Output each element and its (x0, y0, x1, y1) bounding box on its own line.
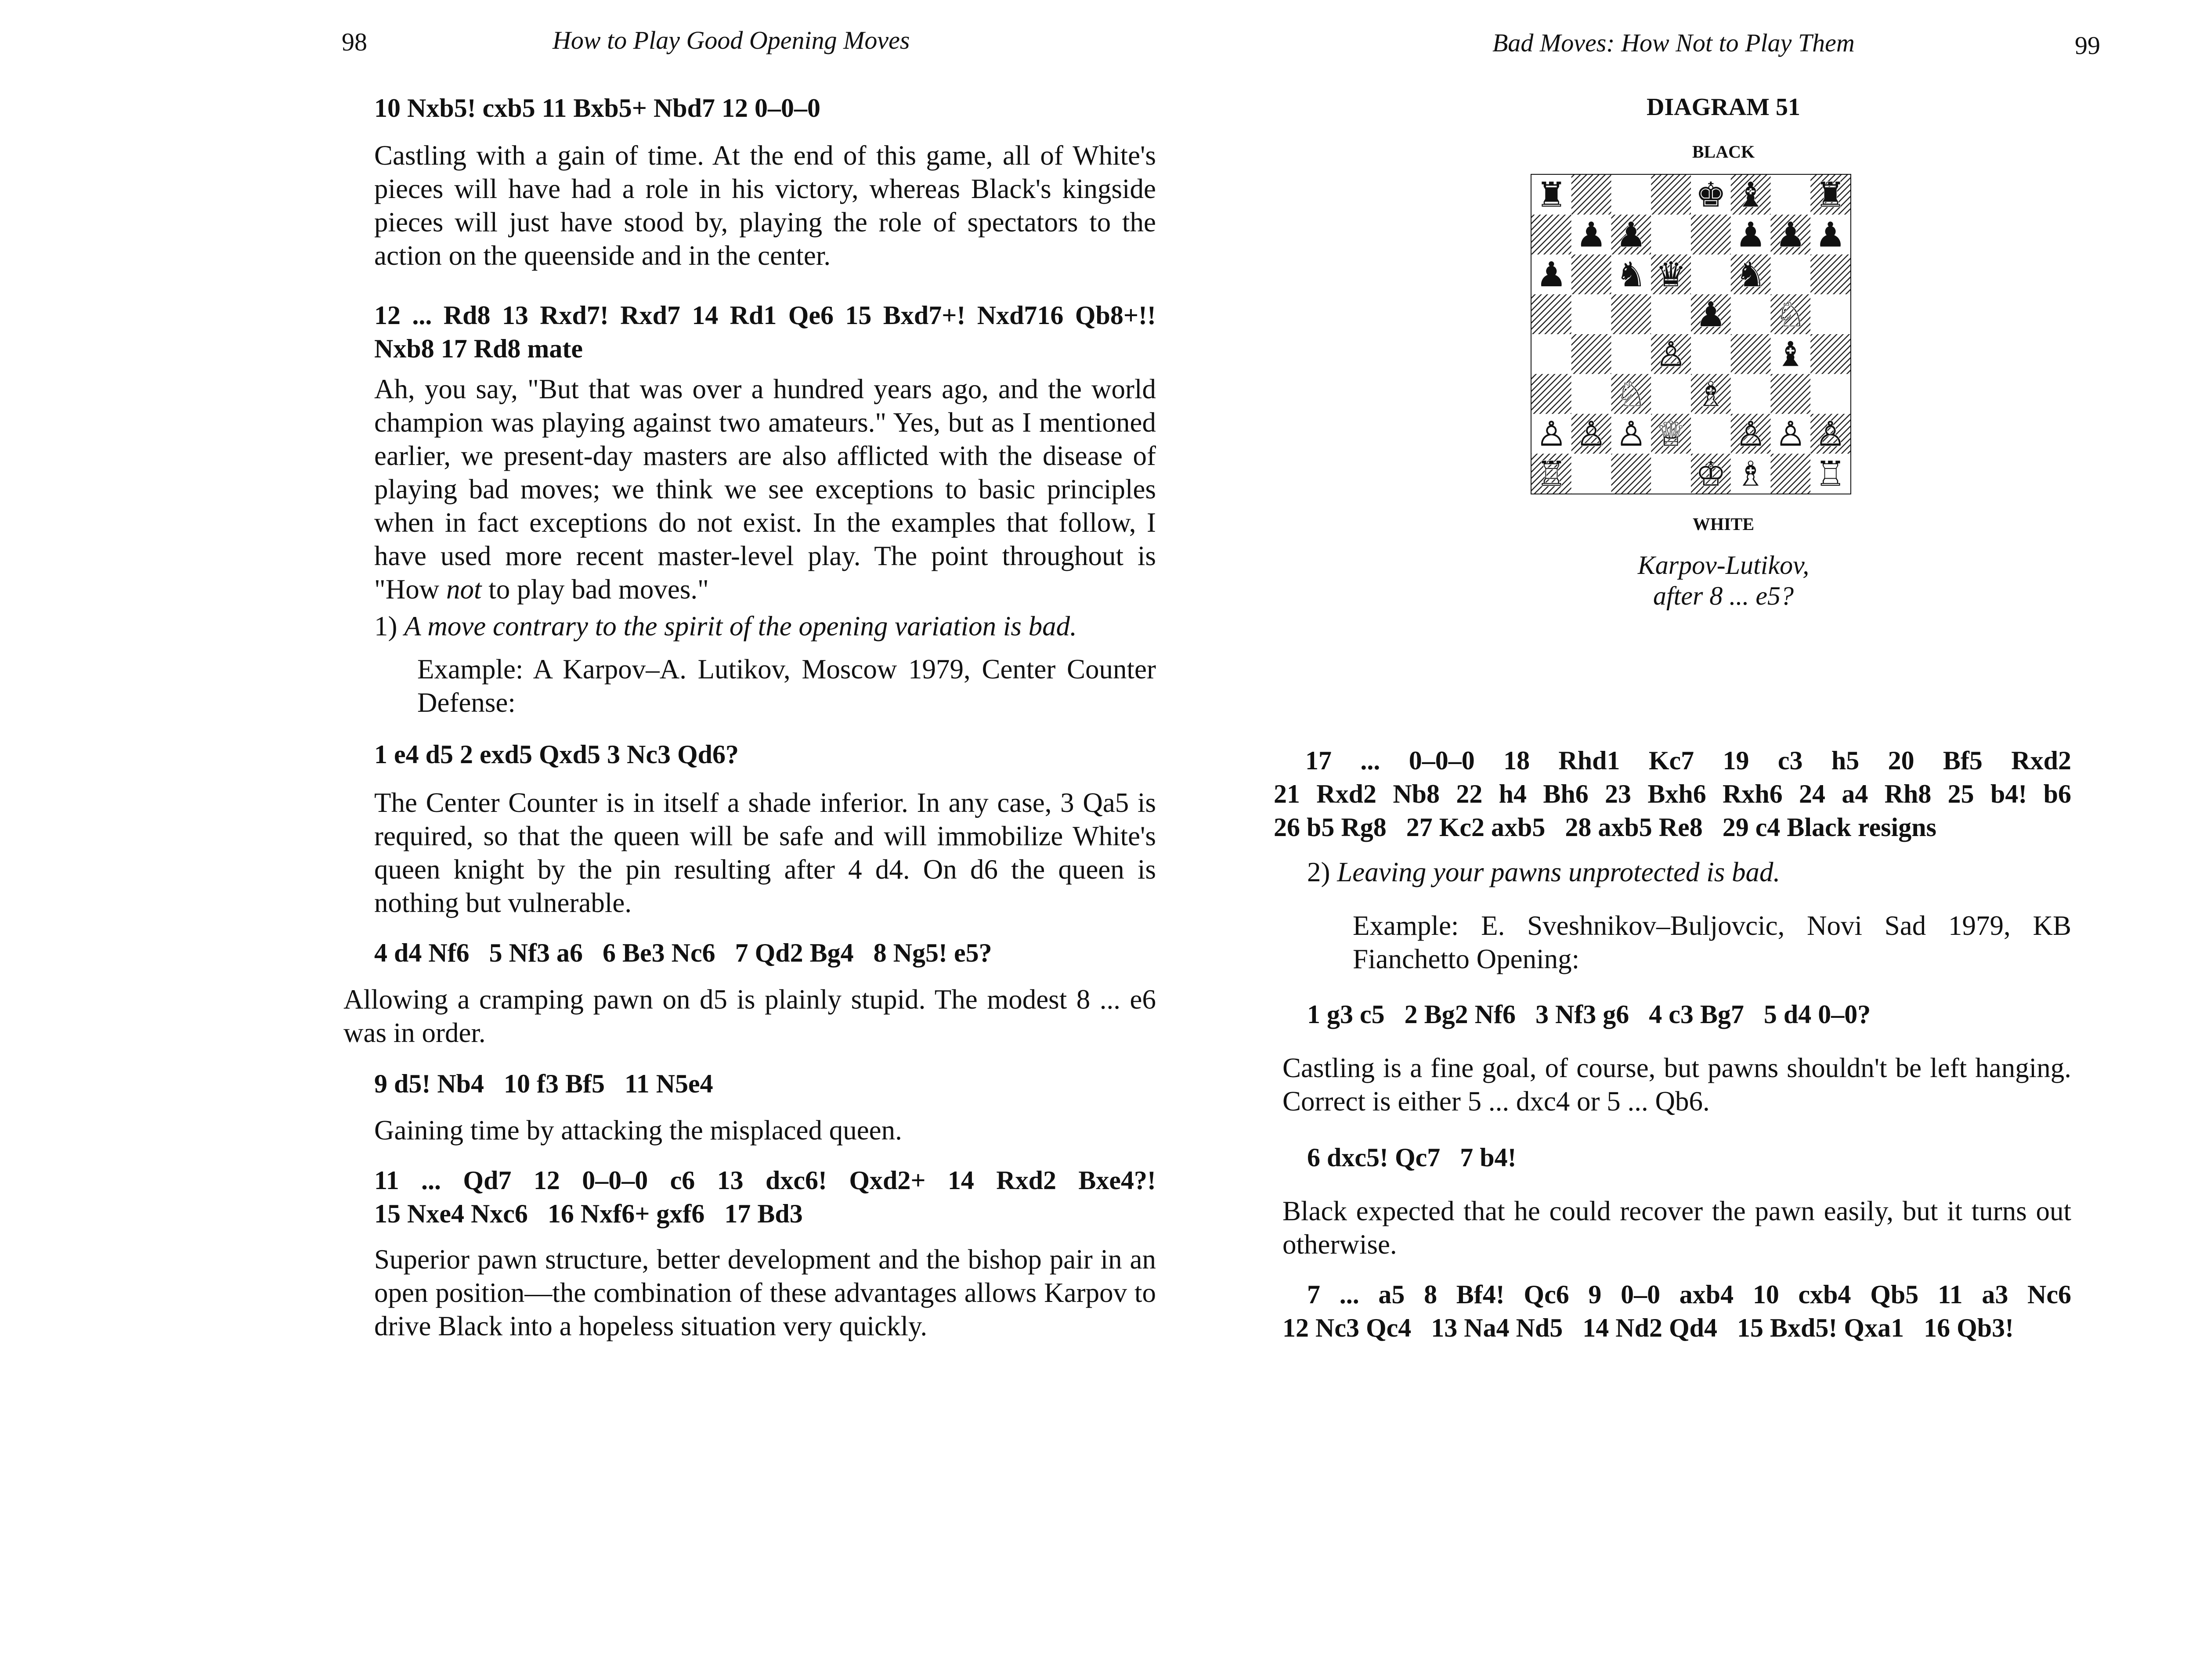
black-pawn-piece: ♟ (1615, 215, 1647, 255)
commentary-text-part: Ah, you say, "But that was over a hundred years ago, and the world champion was playing against two amateurs." Yes, but as I mentioned earlier, we present-day masters are also afflicted with the disease of playing bad moves; we think we see exceptions to basic principles when in fact exceptions do not exist. In the examples that follow, I have used more recent master-level play. The point throughout is "How (374, 374, 1156, 605)
move-line: 26 b5 Rg8 27 Kc2 axb5 28 axb5 Re8 29 c4 Black resigns (1274, 813, 1936, 842)
running-head: How to Play Good Opening Moves (553, 26, 910, 54)
light-square (1771, 255, 1811, 295)
dark-square (1651, 175, 1691, 215)
move-sequence: 10 Nxb5! cxb5 11 Bxb5+ Nbd7 12 0–0–0 (374, 94, 821, 123)
example-heading: Example: A Karpov–A. Lutikov, Moscow 1979, Center Counter Defense: (417, 654, 1156, 718)
light-square (1731, 374, 1771, 414)
black-pawn-piece: ♟ (1576, 215, 1607, 255)
white-pawn-piece: ♙ (1536, 415, 1567, 454)
commentary-paragraph: Gaining time by attacking the misplaced queen. (374, 1115, 902, 1146)
light-square (1651, 294, 1691, 334)
black-rook-piece: ♜ (1536, 175, 1567, 215)
move-sequence: 9 d5! Nb4 10 f3 Bf5 11 N5e4 (374, 1069, 713, 1098)
black-pawn-piece: ♟ (1815, 215, 1846, 255)
dark-square (1571, 175, 1611, 215)
black-bishop-piece: ♝ (1735, 175, 1766, 215)
white-knight-piece: ♘ (1775, 295, 1806, 335)
light-square (1691, 414, 1731, 454)
white-pawn-piece: ♙ (1735, 415, 1766, 454)
light-square (1531, 334, 1571, 374)
caption-line: Karpov-Lutikov, (1637, 551, 1810, 580)
dark-square (1571, 334, 1611, 374)
white-king-piece: ♔ (1695, 454, 1726, 494)
black-king-piece: ♚ (1695, 175, 1726, 215)
move-line: 17 ... 0–0–0 18 Rhd1 Kc7 19 c3 h5 20 Bf5 Rxd2 (1305, 746, 2071, 775)
move-line: 7 ... a5 8 Bf4! Qc6 9 0–0 axb4 10 cxb4 Qb5 11 a3 Nc6 (1307, 1280, 2071, 1309)
diagram-label-black: BLACK (1692, 142, 1755, 162)
diagram-caption (1570, 550, 1877, 611)
move-sequence (1282, 1278, 2071, 1345)
black-knight-piece: ♞ (1735, 255, 1766, 295)
white-queen-piece: ♕ (1655, 415, 1687, 454)
white-bishop-piece: ♗ (1695, 375, 1726, 415)
example-heading: Example: E. Sveshnikov–Buljovcic, Novi Sad 1979, KB Fianchetto Opening: (1353, 910, 2071, 974)
dark-square (1810, 255, 1850, 295)
commentary-paragraph: Castling with a gain of time. At the end of this game, all of White's pieces will have had a role in his victory, whereas Black's kingside pieces will just have stood by, playing the role of spectators to the action on the queenside and in the center. (374, 140, 1156, 271)
dark-square (1611, 454, 1651, 494)
chess-diagram (1531, 174, 1851, 494)
move-line: Nxb8 17 Rd8 mate (374, 334, 583, 363)
light-square (1651, 454, 1691, 494)
diagram-title: DIAGRAM 51 (1647, 94, 1800, 121)
light-square (1571, 454, 1611, 494)
move-sequence (374, 299, 1156, 365)
principle-number: 2) (1307, 857, 1330, 887)
black-pawn-piece: ♟ (1536, 255, 1567, 295)
dark-square (1810, 334, 1850, 374)
caption-line: after 8 ... e5? (1653, 581, 1794, 610)
black-pawn-piece: ♟ (1695, 295, 1726, 335)
black-pawn-piece: ♟ (1775, 215, 1806, 255)
white-pawn-piece: ♙ (1576, 415, 1607, 454)
black-knight-piece: ♞ (1615, 255, 1647, 295)
black-pawn-piece: ♟ (1735, 215, 1766, 255)
light-square (1611, 175, 1651, 215)
emphasis: not (446, 574, 482, 605)
commentary-paragraph (374, 372, 1156, 606)
light-square (1651, 374, 1691, 414)
light-square (1611, 334, 1651, 374)
right-page (1154, 0, 2196, 1680)
move-sequence (374, 1164, 1156, 1230)
move-line: 11 ... Qd7 12 0–0–0 c6 13 dxc6! Qxd2+ 14 Rxd2 Bxe4?! (374, 1166, 1156, 1195)
light-square (1731, 294, 1771, 334)
light-square (1651, 215, 1691, 255)
light-square (1691, 334, 1731, 374)
white-bishop-piece: ♗ (1735, 454, 1766, 494)
white-knight-piece: ♘ (1615, 375, 1647, 415)
dark-square (1531, 294, 1571, 334)
principle-1 (374, 609, 1156, 643)
black-queen-piece: ♛ (1655, 255, 1687, 295)
move-sequence: 1 e4 d5 2 exd5 Qxd5 3 Nc3 Qd6? (374, 740, 739, 769)
commentary-text (374, 374, 1156, 605)
dark-square (1691, 215, 1731, 255)
white-pawn-piece: ♙ (1615, 415, 1647, 454)
commentary-paragraph: Allowing a cramping pawn on d5 is plainly stupid. The modest 8 ... e6 was in order. (343, 984, 1156, 1048)
dark-square (1771, 374, 1811, 414)
commentary-text-part: to play bad moves." (481, 574, 709, 605)
move-line: 21 Rxd2 Nb8 22 h4 Bh6 23 Bxh6 Rxh6 24 a4 Rh8 25 b4! b6 (1274, 779, 2071, 808)
light-square (1691, 255, 1731, 295)
move-sequence: 4 d4 Nf6 5 Nf3 a6 6 Be3 Nc6 7 Qd2 Bg4 8 Ng5! e5? (374, 938, 992, 967)
dark-square (1611, 294, 1651, 334)
diagram-label-white: WHITE (1692, 514, 1755, 534)
white-rook-piece: ♖ (1536, 454, 1567, 494)
light-square (1571, 294, 1611, 334)
page-number: 98 (342, 28, 367, 56)
black-rook-piece: ♜ (1815, 175, 1846, 215)
dark-square (1771, 454, 1811, 494)
running-head: Bad Moves: How Not to Play Them (1492, 29, 1855, 57)
principle-2 (1307, 855, 2071, 889)
chess-board (1531, 174, 1851, 494)
move-line: 15 Nxe4 Nxc6 16 Nxf6+ gxf6 17 Bd3 (374, 1199, 803, 1228)
move-line: 12 Nc3 Qc4 13 Na4 Nd5 14 Nd2 Qd4 15 Bxd5! Qxa1 16 Qb3! (1282, 1313, 2014, 1342)
black-bishop-piece: ♝ (1775, 335, 1806, 375)
white-pawn-piece: ♙ (1655, 335, 1687, 375)
move-line: 12 ... Rd8 13 Rxd7! Rxd7 14 Rd1 Qe6 15 Bxd7+! Nxd716 Qb8+!! (374, 301, 1156, 330)
principle-text: A move contrary to the spirit of the opening variation is bad. (404, 611, 1077, 642)
light-square (1571, 374, 1611, 414)
page-number: 99 (2075, 31, 2100, 60)
dark-square (1531, 374, 1571, 414)
white-pawn-piece: ♙ (1815, 415, 1846, 454)
dark-square (1531, 215, 1571, 255)
dark-square (1731, 334, 1771, 374)
move-sequence (1274, 744, 2071, 844)
commentary-paragraph: Castling is a fine goal, of course, but pawns shouldn't be left hanging. Correct is either 5 ... dxc4 or 5 ... Qb6. (1282, 1053, 2071, 1117)
light-square (1810, 294, 1850, 334)
move-sequence: 6 dxc5! Qc7 7 b4! (1307, 1143, 1517, 1172)
commentary-paragraph: Black expected that he could recover the pawn easily, but it turns out otherwise. (1282, 1196, 2071, 1260)
principle-number: 1) (374, 611, 397, 642)
light-square (1771, 175, 1811, 215)
principle-text: Leaving your pawns unprotected is bad. (1337, 857, 1781, 887)
commentary-paragraph: Superior pawn structure, better development and the bishop pair in an open position—the combination of these advantages allows Karpov to drive Black into a hopeless situation very quickly. (374, 1244, 1156, 1341)
commentary-paragraph: The Center Counter is in itself a shade inferior. In any case, 3 Qa5 is required, so that the queen will be safe and will immobilize White's queen knight by the pin resulting after 4 d4. On d6 the queen is nothing but vulnerable. (374, 787, 1156, 918)
white-pawn-piece: ♙ (1775, 415, 1806, 454)
white-rook-piece: ♖ (1815, 454, 1846, 494)
dark-square (1571, 255, 1611, 295)
move-sequence: 1 g3 c5 2 Bg2 Nf6 3 Nf3 g6 4 c3 Bg7 5 d4 0–0? (1307, 1000, 1871, 1029)
light-square (1810, 374, 1850, 414)
